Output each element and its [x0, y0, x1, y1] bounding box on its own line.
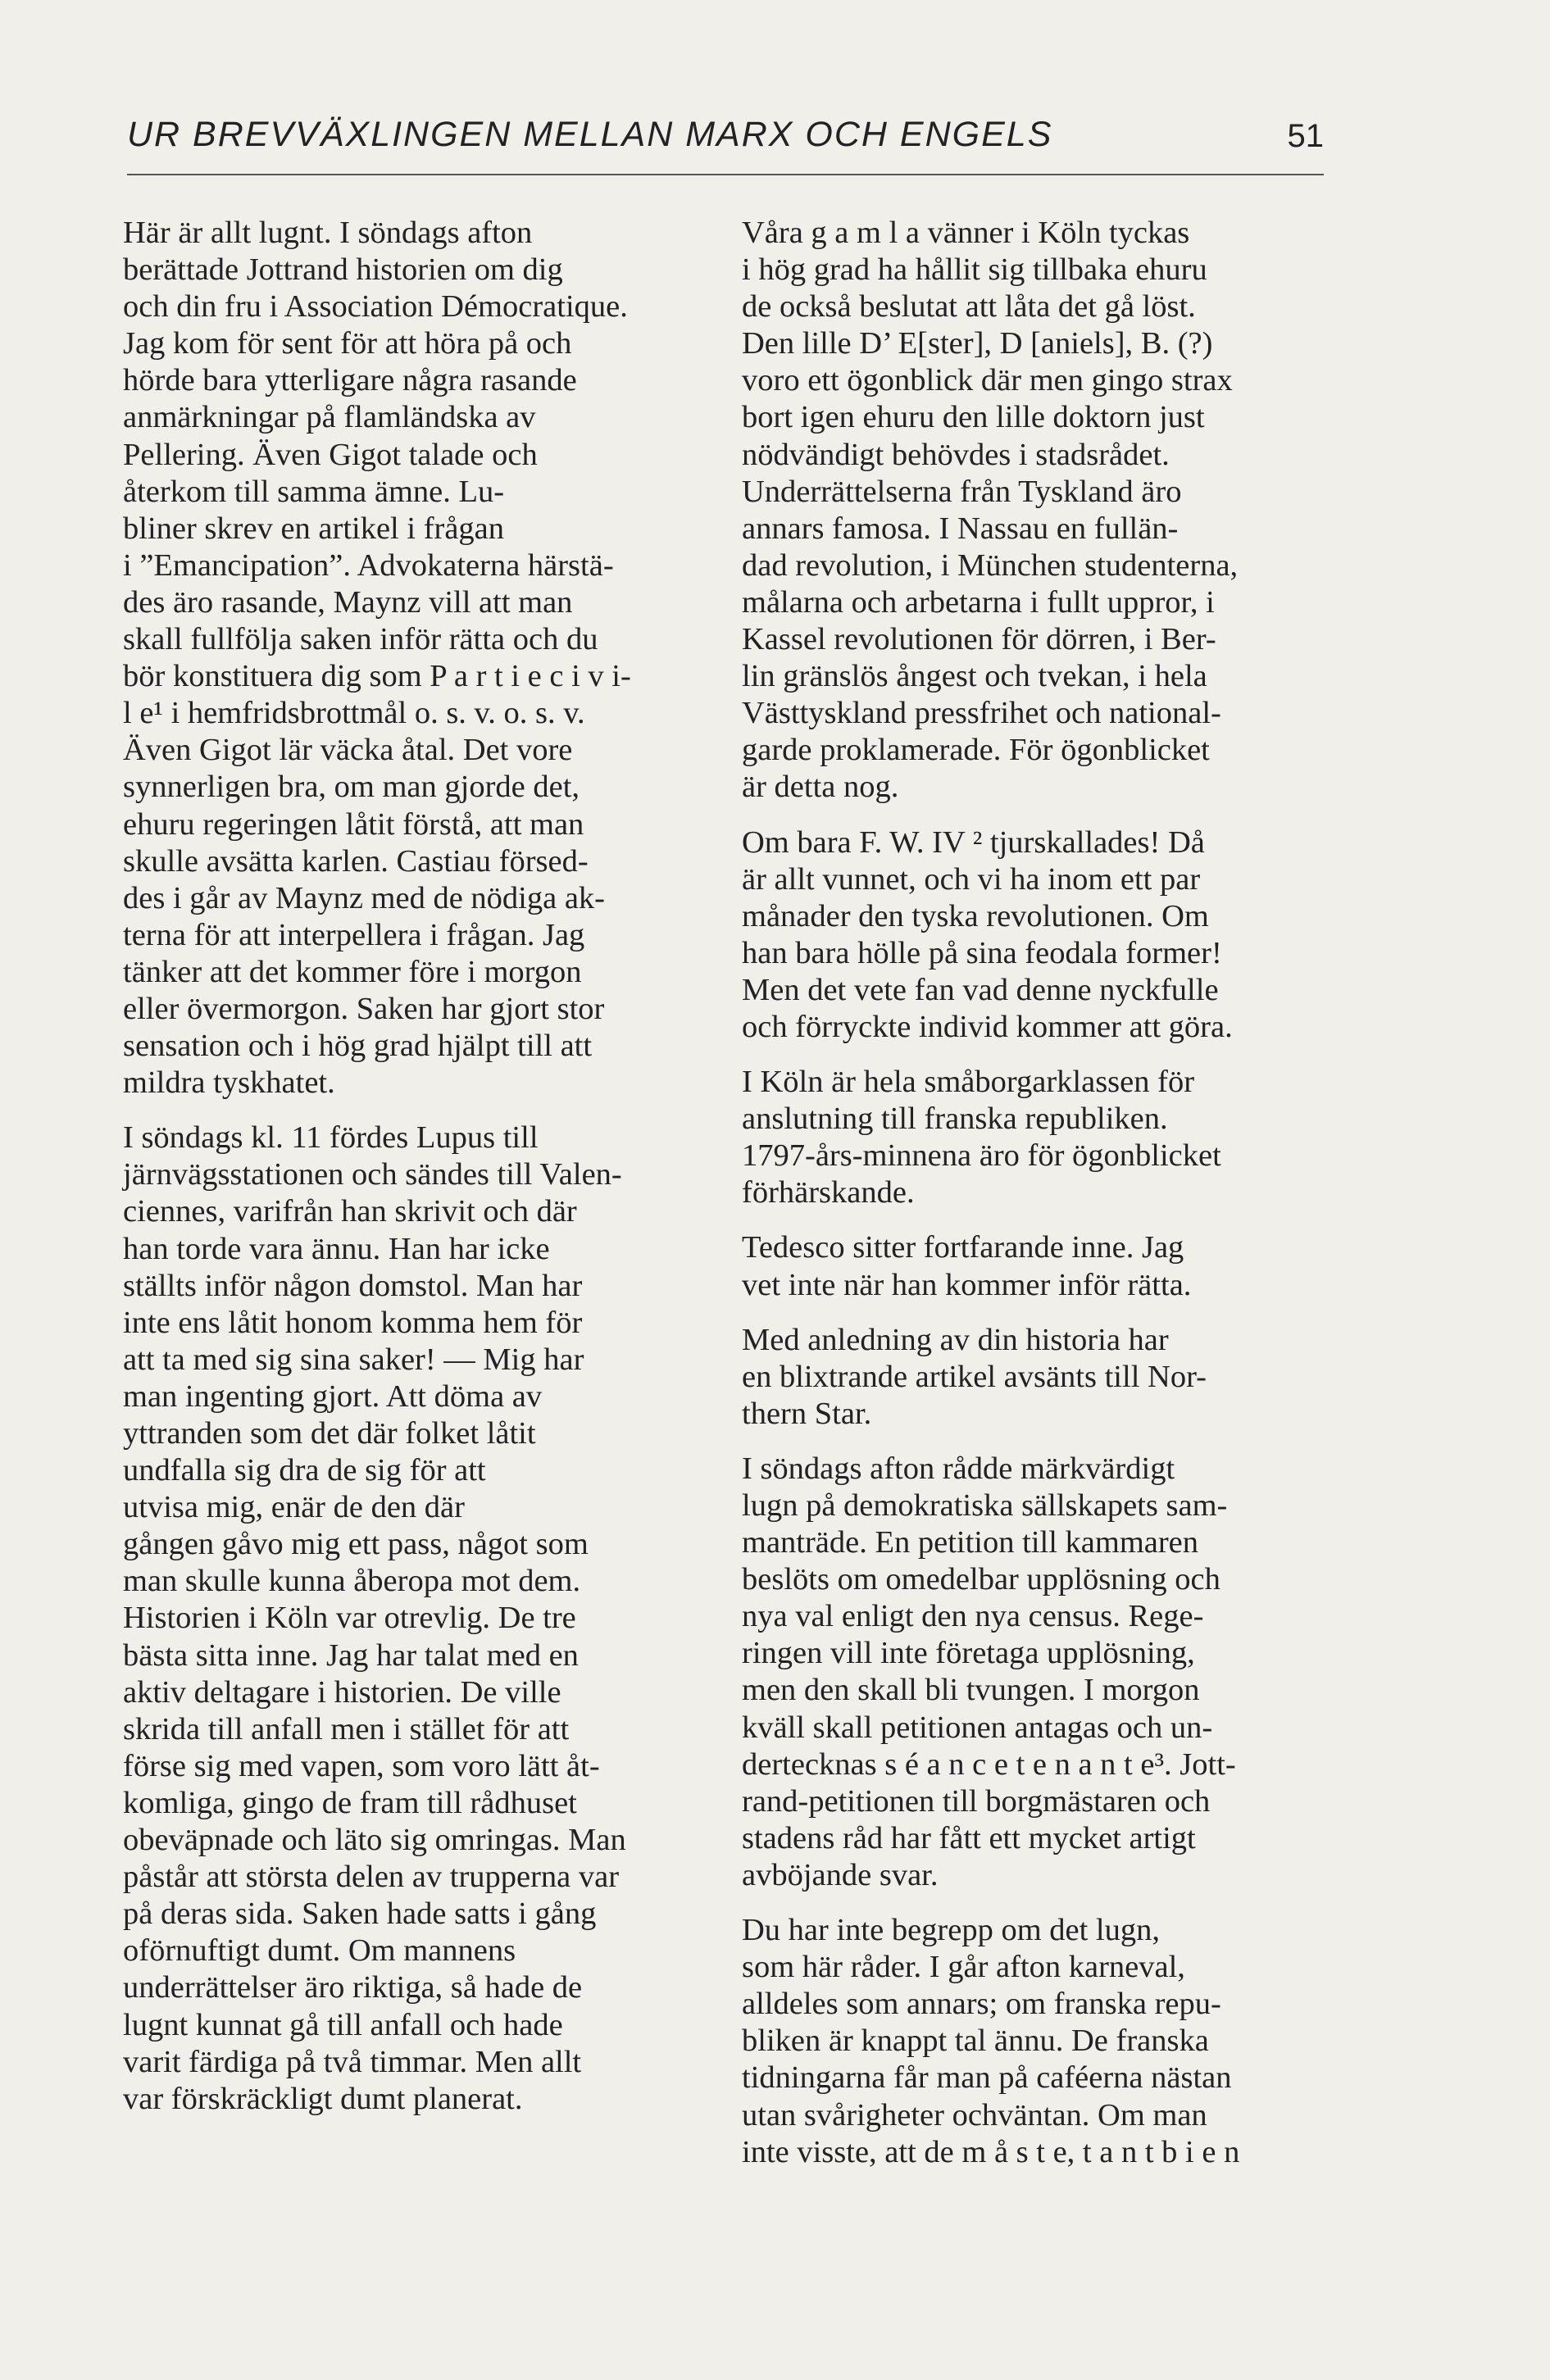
page-number: 51 — [1287, 118, 1324, 154]
page-header — [127, 115, 1324, 175]
left-column — [123, 215, 680, 2118]
paragraph: Våra g a m l a vänner i Köln tyckas i hög grad ha hållit sig tillbaka ehuru de också beslutat att låta det gå löst. Den lille D’ E[ster], D [aniels], B. (?) voro ett ögonblick där men gingo strax bort igen ehuru den lille doktorn just nödvändigt behövdes i stadsrådet. — [742, 216, 1233, 472]
paragraph: Om bara F. W. IV ² tjurskallades! Då är allt vunnet, och vi ha inom ett par månader den tyska revolutionen. Om han bara hölle på sina feodala former! Men det vete fan vad denne nyckfulle och förryckte individ kommer att göra. — [742, 824, 1233, 1044]
paragraph: Historien i Köln var otrevlig. De tre bästa sitta inne. Jag har talat med en aktiv deltagare i historien. De ville skrida till anfall men i stället för att förse sig med vapen, som voro lätt åt- komliga, gingo de fram till rådhuset obeväpnade och läto sig omringas. Man påstår att största delen av trupperna var på deras sida. Saken hade satts i gång oförnuftigt dumt. Om mannens underrättelser äro riktiga, så hade de lugnt kunnat gå till anfall och hade varit färdiga på två timmar. Men allt var förskräckligt dumt planerat. — [123, 1601, 626, 2116]
paragraph: I Köln är hela småborgarklassen för anslutning till franska republiken. 1797-års-minnena äro för ögonblicket förhärskande. — [742, 1065, 1221, 1210]
paragraph: Tedesco sitter fortfarande inne. Jag vet inte när han kommer inför rätta. — [742, 1230, 1192, 1302]
paragraph: Här är allt lugnt. I söndags afton berättade Jottrand historien om dig och din fru i Association Démocratique. Jag kom för sent för att höra på och hörde bara ytterligare några rasande anmärkningar på flamländska av Pellering. Även Gigot talade och återkom till samma ämne. Lu- bliner skrev en artikel i frågan i ”Emancipation”. Advokaterna härstä- des äro rasande, Maynz vill att man skall fullfölja saken inför rätta och du bör konstituera dig som P a r t i e c i v i- l e¹ i hemfridsbrottmål o. s. v. o. s. v. Även Gigot lär väcka åtal. Det vore synnerligen bra, om man gjorde det, ehuru regeringen låtit förstå, att man skulle avsätta karlen. Castiau försed- des i går av Maynz med de nödiga ak- terna för att interpellera i frågan. Jag tänker att det kommer före i morgon eller övermorgon. Saken har gjort stor sensation och i hög grad hjälpt till att mildra tyskhatet. — [123, 216, 631, 1101]
right-column — [742, 215, 1299, 2171]
paragraph: Med anledning av din historia har en blixtrande artikel avsänts till Nor- thern Star. — [742, 1322, 1207, 1431]
paragraph: I söndags afton rådde märkvärdigt lugn på demokratiska sällskapets sam- manträde. En petition till kammaren beslöts om omedelbar upplösning och nya val enligt den nya census. Rege- ringen vill inte företaga upplösning, men den skall bli tvungen. I morgon kväll skall petitionen antagas och un- dertecknas s é a n c e t e n a n t e³. Jott- rand-petitionen till borgmästaren och stadens råd har fått ett mycket artigt avböjande svar. — [742, 1451, 1236, 1892]
paragraph: Du har inte begrepp om det lugn, som här råder. I går afton karneval, alldeles som annars; om franska repu- bliken är knappt tal ännu. De franska tidningarna får man på caféerna nästan utan svårigheter ochväntan. Om man inte visste, att de m å s t e, t a n t b i e n — [742, 1913, 1240, 2169]
running-title: UR BREVVÄXLINGEN MELLAN MARX OCH ENGELS — [127, 115, 1053, 154]
paragraph: Underrättelserna från Tyskland äro annars famosa. I Nassau en fullän- dad revolution, i München studenterna, målarna och arbetarna i fullt uppror, i Kassel revolutionen för dörren, i Ber- lin gränslös ångest och tvekan, i hela Västtyskland pressfrihet och national- garde proklamerade. För ögonblicket är detta nog. — [742, 474, 1239, 805]
paragraph: I söndags kl. 11 fördes Lupus till järnvägsstationen och sändes till Valen- ciennes, varifrån han skrivit och där han torde vara ännu. Han har icke ställts inför någon domstol. Man har inte ens låtit honom komma hem för att ta med sig sina saker! — Mig har man ingenting gjort. Att döma av yttranden som det där folket låtit undfalla sig dra de sig för att utvisa mig, enär de den där gången gåvo mig ett pass, något som man skulle kunna åberopa mot dem. — [123, 1120, 622, 1599]
